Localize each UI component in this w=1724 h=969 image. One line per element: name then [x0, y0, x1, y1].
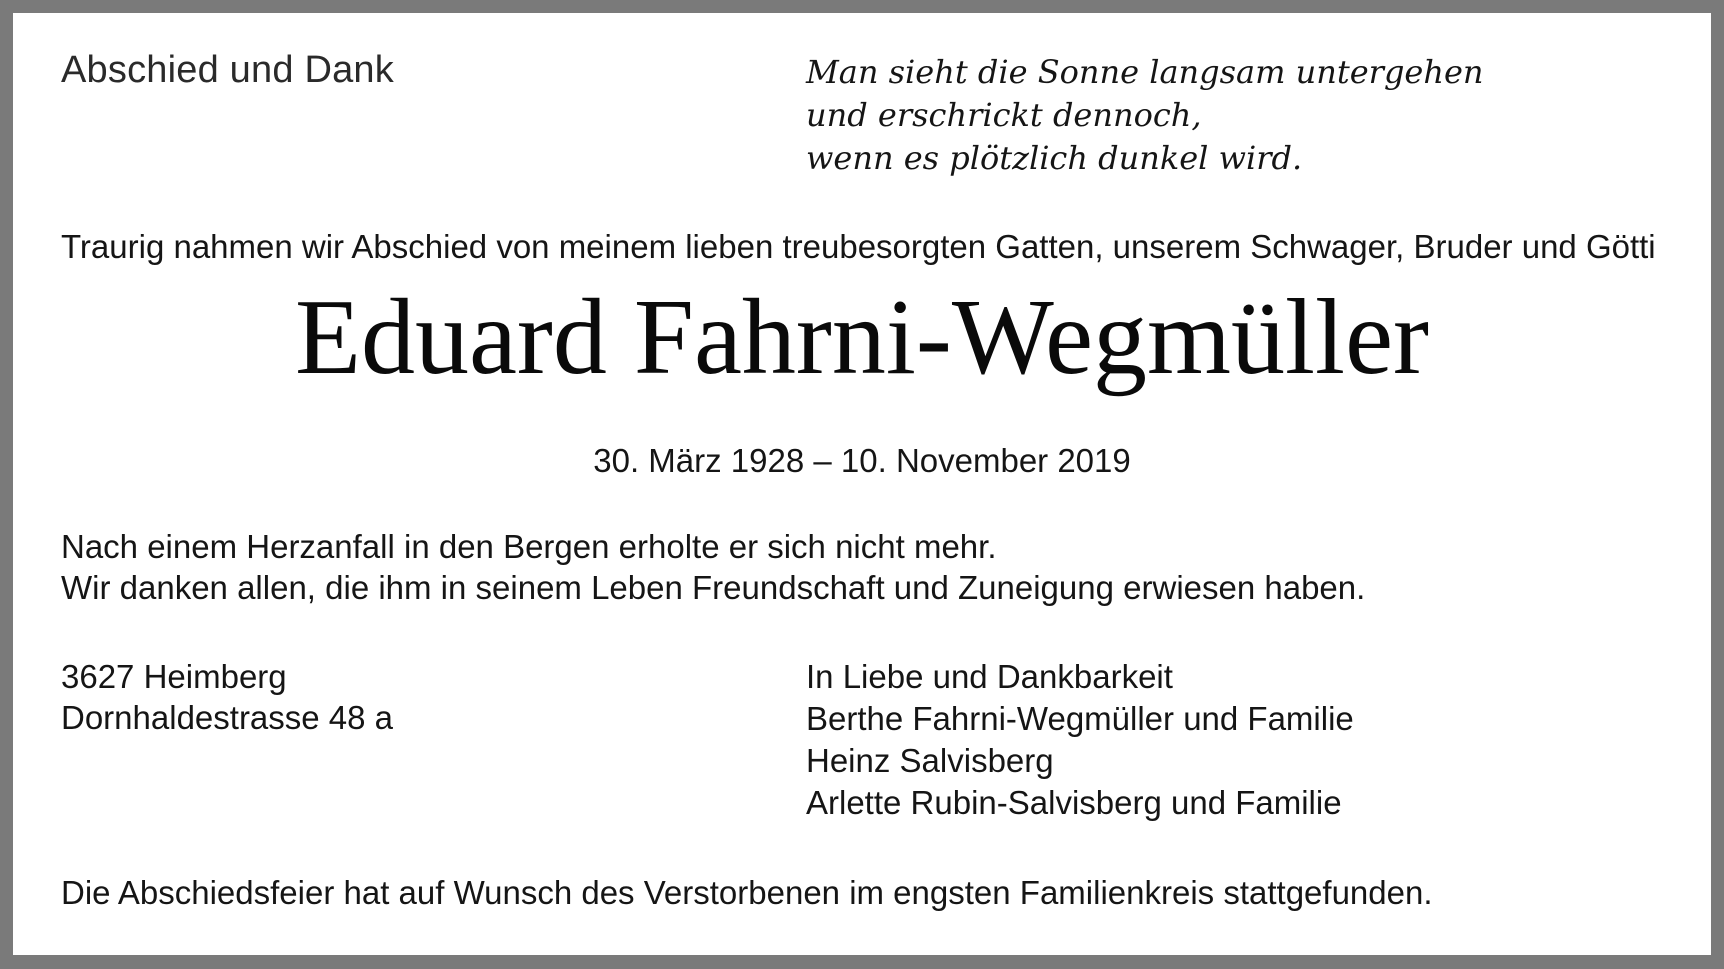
heading-abschied: Abschied und Dank: [61, 49, 394, 91]
footer-text: Die Abschiedsfeier hat auf Wunsch des Verstorbenen im engsten Familienkreis stattgefunden.: [61, 874, 1433, 911]
life-dates: 30. März 1928 – 10. November 2019: [593, 442, 1131, 479]
poem-quote: [806, 51, 1484, 180]
deceased-name: Eduard Fahrni-Wegmüller: [295, 278, 1429, 397]
poem-line: wenn es plötzlich dunkel wird.: [806, 139, 1303, 177]
message-text: [61, 526, 1365, 608]
poem-line: Man sieht die Sonne langsam untergehen: [806, 53, 1484, 91]
mourners-line: In Liebe und Dankbarkeit: [806, 658, 1173, 695]
address-line: Dornhaldestrasse 48 a: [61, 699, 394, 736]
mourners-block: [806, 656, 1354, 824]
intro-text: Traurig nahmen wir Abschied von meinem lieben treubesorgten Gatten, unserem Schwager, Bruder und Götti: [61, 228, 1656, 265]
mourners-line: Heinz Salvisberg: [806, 742, 1054, 779]
mourners-line: Berthe Fahrni-Wegmüller und Familie: [806, 700, 1354, 737]
address-block: [61, 656, 393, 738]
mourners-line: Arlette Rubin-Salvisberg und Familie: [806, 784, 1342, 821]
message-line: Nach einem Herzanfall in den Bergen erholte er sich nicht mehr.: [61, 528, 997, 565]
address-line: 3627 Heimberg: [61, 658, 287, 695]
message-line: Wir danken allen, die ihm in seinem Leben Freundschaft und Zuneigung erwiesen haben.: [61, 569, 1366, 606]
poem-line: und erschrickt dennoch,: [806, 96, 1202, 134]
obituary-card: [13, 13, 1711, 955]
